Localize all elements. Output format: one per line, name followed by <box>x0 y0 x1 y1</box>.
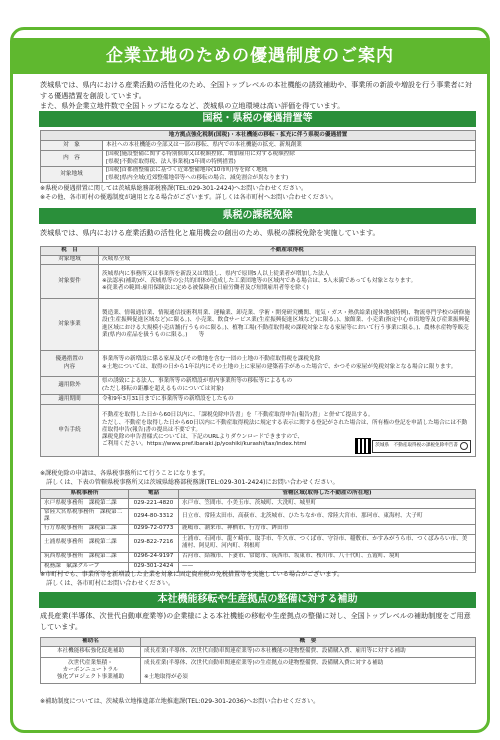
search-icon <box>460 442 468 450</box>
section-national-heading: 国税・県税の優遇措置等 <box>39 111 476 127</box>
exemption-row-value: 事業所等の新増設に係る家屋及びその敷地を含む一団の土地の不動産取得税を課税免除 ※土地については、取得の日から1年以内にその土地の上に家屋の建築着手があった場合で、かつその家屋が免税対象となる場合に限ります。 <box>99 351 476 377</box>
national-table <box>40 130 476 183</box>
subsidy-table <box>40 637 476 684</box>
national-note: ※その他、各市町村の優遇制度が適用となる場合がございます。詳しくは各市町村へお問い合わせください。 <box>40 194 338 201</box>
office-header: 管轄区域(取得した不動産の所在地) <box>179 490 476 499</box>
office-phone: 0294-80-3312 <box>129 509 179 525</box>
subsidy-notes <box>40 697 476 706</box>
exemption-row-label: 対象事業 <box>41 299 99 351</box>
exemption-col2-header: 不動産取得税 <box>99 247 476 256</box>
office-name: 行方県税事務所 課税第二課 <box>41 524 129 534</box>
exemption-row-label: 申告手続 <box>41 405 99 457</box>
exemption-row-label: 対象地域 <box>41 256 99 265</box>
office-phone: 0299-72-0773 <box>129 524 179 534</box>
exemption-row-value: 不動産を取得した日から60日以内に、「課税免除申告書」を「不動産取得申告(報告)書」と併せて提出する。 ただし、不動産を取得した日から60日以内に不動産取得税法に規定する表示に関する登記がされた場合は、所有権の登記を申請した場合には不動産取得申告(報告)書の提出は不要です。 課税免除の申告書様式については、下記のURLよりダウンロードできますので、 ご利用ください。https://www.pref.ibaraki.jp/yoshiki/kurashi/tax/index.html <box>102 412 468 448</box>
exemption-row-label: 優遇措置の 内容 <box>41 351 99 377</box>
office-phone: 029-301-2424 <box>129 562 179 572</box>
subsidy-note: ※補助制度については、茨城県立地推進部立地推進課(TEL:029-301-2036)へお問い合わせください。 <box>40 698 320 705</box>
office-note: 詳しくは、各市町村にお問い合わせください。 <box>40 580 175 587</box>
subsidy-header: 概 要 <box>141 638 476 647</box>
office-note: ※市町村でも、事業所等を新増設した企業を対象に固定資産税の免税措置等を実施している場合がございます。 <box>40 571 344 578</box>
national-row-value: [国税]施設整備に関する特別償却又は税額控除、増加雇用に対する税額控除 [県税]不動産取得税、法人事業税(3年間の特例措置) <box>103 151 476 167</box>
office-phone: 029-221-4820 <box>129 499 179 509</box>
intro-text-1: 茨城県では、県内における産業活動の活性化のため、全国トップレベルの本社機能の誘致補助や、事業所の新設や増設を行う事業者に対する優遇措置を創設しています。 <box>40 80 472 100</box>
qr-code-icon <box>355 438 371 454</box>
section-exemption-heading: 県税の課税免除 <box>39 208 476 224</box>
national-row-label: 対 象 <box>41 141 103 151</box>
exemption-row-value: 県の誘致による法人、事業所等の新増設が県内事業所等の移転等によるもの (ただし移転の距離を超えるものについては対象) <box>99 377 476 395</box>
exemption-table <box>40 246 476 457</box>
national-table-header: 地方拠点強化税制(国税)・本社機能の移転・拡充に伴う県税の優遇措置 <box>41 131 476 141</box>
office-table <box>40 489 476 573</box>
office-area: 古河市、結城市、下妻市、常総市、筑西市、坂東市、桜川市、八千代町、五霞町、境町 <box>179 552 476 562</box>
office-notes <box>40 570 476 588</box>
intro-text-2: また、県外企業立地件数で全国トップになるなど、茨城県の立地環境は高い評価を得ています。 <box>40 101 345 110</box>
office-phone: 0296-24-9197 <box>129 552 179 562</box>
national-row-value: [国税]首都圏整備法に基づく近郊整備地帯(10市町)等を除く地域 [県税]県内全域(近郊整備地帯等への移転の場合、減免割合が異なります) <box>103 167 476 183</box>
subsidy-summary: 成長産業(半導体、次世代自動車関連産業等)の生産拠点の建物整備費、設備購入費に対する補助 ※土地取得が必須 <box>141 658 476 684</box>
office-area: 日立市、常陸太田市、高萩市、北茨城市、ひたちなか市、常陸大宮市、那珂市、東海村、大子町 <box>179 509 476 525</box>
office-header: 電話 <box>129 490 179 499</box>
exemption-row-label: 適用除外 <box>41 377 99 395</box>
exemption-row-value: 茨城県内に事務所又は事業所を新設又は増設し、県内で原則5人以上従業者が増加した法人 ※法認承(補助)が、茨城県等の公共的団体が造成した工業団地等の区域内である場合は、5人未満であっても対象となります。 ※従業者の範囲:雇用保険法に定める被保険者(日雇労働者及び短期雇用者等を除く) <box>99 265 476 299</box>
badge-label: 茨城県 不動産取得税の課税免除申告書 <box>375 443 458 449</box>
office-name: 水戸県税事務所 課税第二課 <box>41 499 129 509</box>
office-name: 筑西県税事務所 課税第二課 <box>41 552 129 562</box>
national-row-label: 内 容 <box>41 151 103 167</box>
exemption-row-value: 茨城県全域 <box>99 256 476 265</box>
national-row-value: 本社への本社機能の全部又は一部の移転、県内での本社機能の拡充、新規創業 <box>103 141 476 151</box>
subsidy-name: 次世代産業集積・ カーボンニュートラル 強化プロジェクト事業補助 <box>41 658 141 684</box>
office-area: 水戸市、笠間市、小美玉市、茨城町、大洗町、城里町 <box>179 499 476 509</box>
office-area: —— <box>179 562 476 572</box>
exemption-note: 詳しくは、下表の管轄県税事務所又は茨城県総務部税務課(TEL:029-301-2424)にお問い合わせください。 <box>40 479 339 486</box>
national-row-label: 対象地域 <box>41 167 103 183</box>
subsidy-intro: 成長産業(半導体、次世代自動車産業等)の企業様による本社機能の移転や生産拠点の整備に対し、全国トップレベルの補助制度をご用意しています。 <box>40 611 471 631</box>
office-area: 鹿嶋市、潮来市、神栖市、行方市、鉾田市 <box>179 524 476 534</box>
subsidy-header: 補助名 <box>41 638 141 647</box>
office-header: 県税事務所 <box>41 490 129 499</box>
section-subsidy-heading: 本社機能移転や生産拠点の整備に対する補助 <box>39 592 476 608</box>
exemption-col1-header: 税 目 <box>41 247 99 256</box>
office-phone: 029-822-7216 <box>129 534 179 552</box>
office-area: 土浦市、石岡市、龍ケ崎市、取手市、牛久市、つくば市、守谷市、稲敷市、かすみがうら市、つくばみらい市、美浦村、阿見町、河内町、利根町 <box>179 534 476 552</box>
exemption-notes <box>40 469 476 487</box>
exemption-intro: 茨城県では、県内における産業活動の活性化と雇用機会の創出のため、県税の課税免除を実施しています。 <box>40 228 380 237</box>
office-name: 常陸大宮県税事務所 課税第二課 <box>41 509 129 525</box>
subsidy-name: 本社機能移転強化促進補助 <box>41 647 141 658</box>
national-note: ※県税の優遇措置に関しては茨城県総務部税務課(TEL:029-301-2424)へお問い合わせください。 <box>40 185 308 192</box>
office-name: 土浦県税事務所 課税第二課 <box>41 534 129 552</box>
national-notes <box>40 184 476 202</box>
exemption-row-label: 適用期間 <box>41 395 99 405</box>
form-download-badge[interactable] <box>355 438 471 454</box>
exemption-row-label: 対象要件 <box>41 265 99 299</box>
office-name: 税務課 賦課グループ <box>41 562 129 572</box>
page-title: 企業立地のための優遇制度のご案内 <box>12 38 488 74</box>
search-box[interactable] <box>372 440 471 453</box>
exemption-note: ※課税免除の申請は、各県税事務所にて行うことになります。 <box>40 470 210 477</box>
exemption-row-value: 製造業、情報通信業、情報通信技術利用業、運輸業、卸売業、学術・開発研究機関、電気・ガス・熱供給業(遊休地域特例)、物流専門学校の研修施設(生産振興促進区域など)に限る。)、小売業、飲食サービス業(生産振興促進区域など)に限る。)、旅館業、小売業(指定中心市街地等及び産業振興促進区域における大規模小売店舗(行うものに限る。)、植物工場(不動産取得税の課税対象となる家屋等において行う事業に限る。)、農林水産物等販売業(県内の産品を扱うものに限る。) 等 <box>99 299 476 351</box>
subsidy-summary: 成長産業(半導体、次世代自動車関連産業等)の本社機能の建物整備費、設備購入費、雇用等に対する補助 <box>141 647 476 658</box>
exemption-row-value: 令和9年3月31日までに事業所等の新増設をしたもの <box>99 395 476 405</box>
